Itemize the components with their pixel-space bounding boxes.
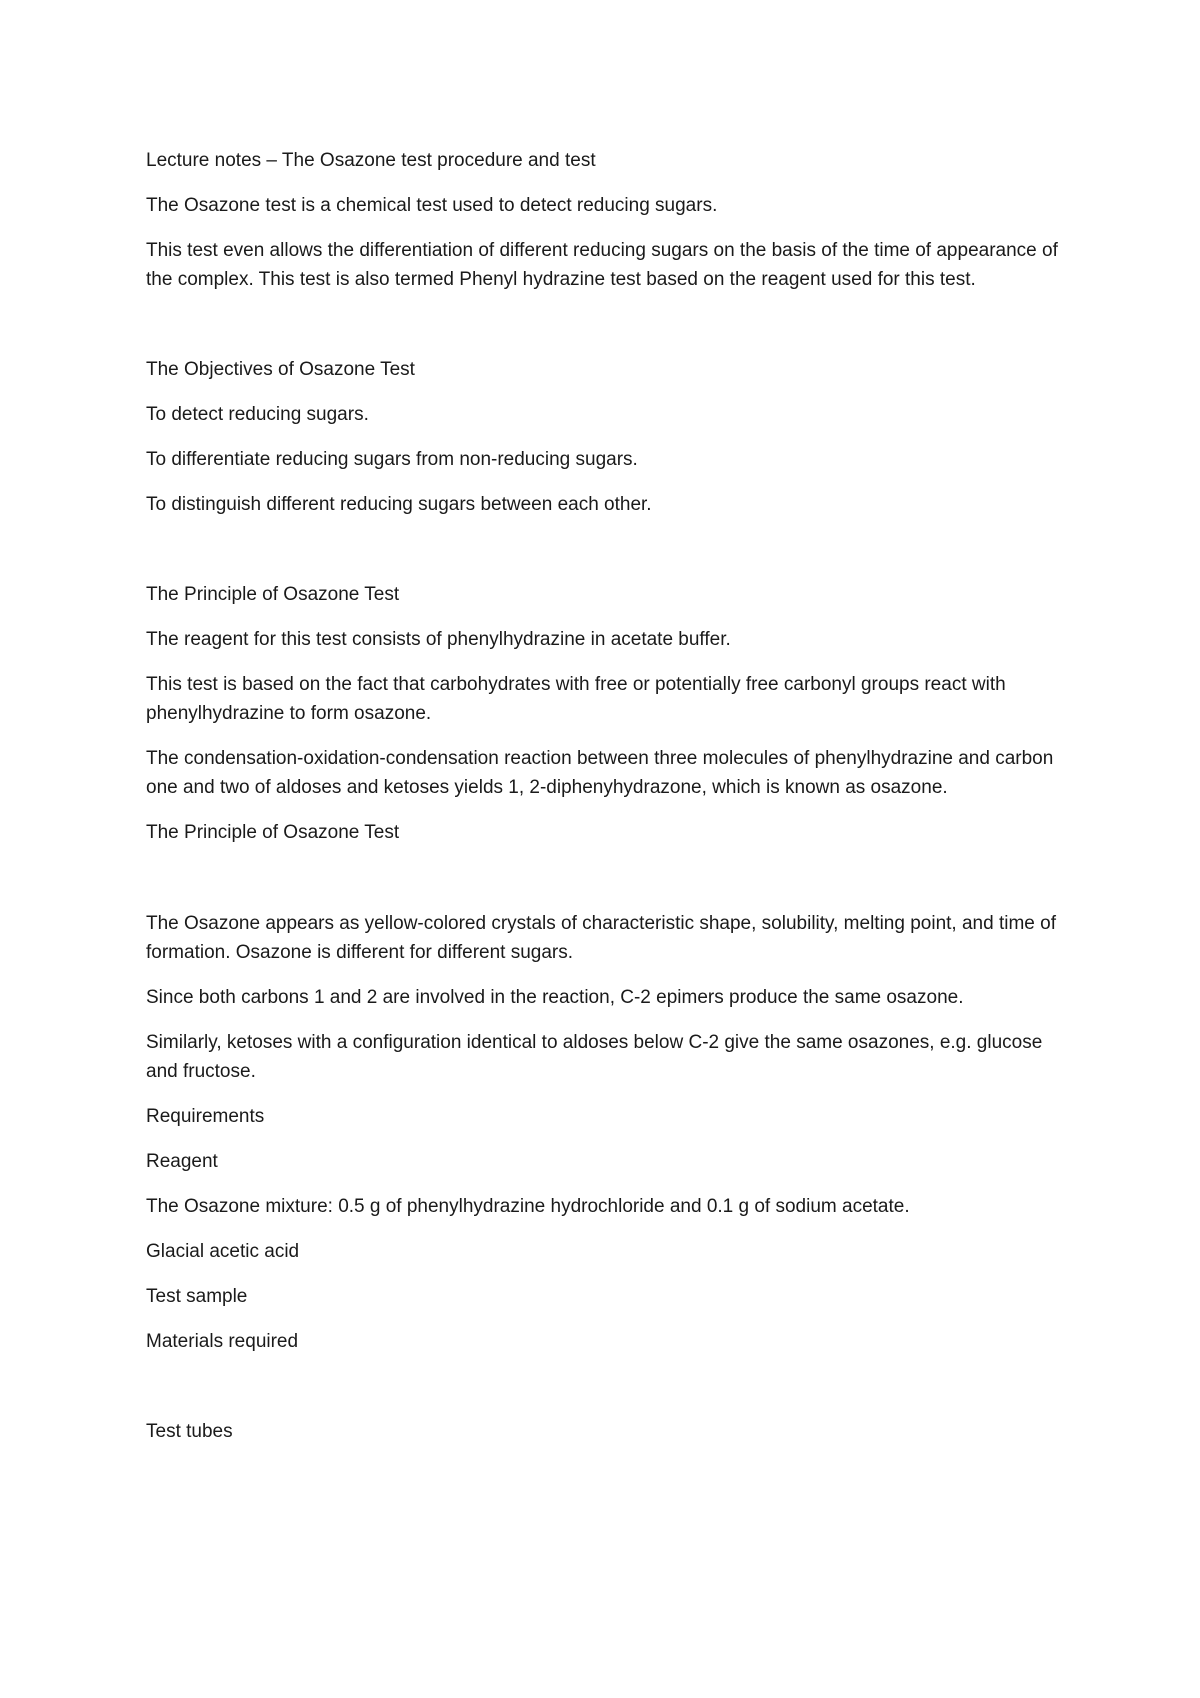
principle-heading: The Principle of Osazone Test [146, 584, 400, 605]
reagent-item-1: The Osazone mixture: 0.5 g of phenylhydrazine hydrochloride and 0.1 g of sodium acetate. [146, 1196, 910, 1217]
intro-paragraph-2: This test even allows the differentiation of different reducing sugars on the basis of the time of appearance of the complex. This test is also termed Phenyl hydrazine test based on the reagent used for this test. [146, 240, 1058, 290]
spacer [146, 1372, 1076, 1417]
materials-heading: Materials required [146, 1331, 299, 1352]
objective-item-1: To detect reducing sugars. [146, 404, 369, 425]
reagent-item-2: Glacial acetic acid [146, 1241, 300, 1262]
materials-item-1: Test tubes [146, 1421, 233, 1442]
principle-paragraph-2: This test is based on the fact that carbohydrates with free or potentially free carbonyl groups react with phenylhydrazine to form osazone. [146, 674, 1006, 724]
spacer [146, 310, 1076, 355]
objective-item-3: To distinguish different reducing sugars between each other. [146, 494, 652, 515]
document-body [146, 146, 1076, 1462]
reagent-item-3: Test sample [146, 1286, 248, 1307]
spacer [146, 863, 1076, 909]
objectives-heading: The Objectives of Osazone Test [146, 359, 415, 380]
intro-paragraph-1: The Osazone test is a chemical test used to detect reducing sugars. [146, 195, 718, 216]
reagent-heading: Reagent [146, 1151, 218, 1172]
spacer [146, 535, 1076, 580]
principle-paragraph-3: The condensation-oxidation-condensation reaction between three molecules of phenylhydrazine and carbon one and two of aldoses and ketoses yields 1, 2-diphenyhydrazone, which is known as osazone. [146, 748, 1054, 798]
principle-heading-repeat: The Principle of Osazone Test [146, 822, 400, 843]
document-title: Lecture notes – The Osazone test procedure and test [146, 150, 596, 171]
principle-paragraph-5: Since both carbons 1 and 2 are involved in the reaction, C-2 epimers produce the same osazone. [146, 987, 964, 1008]
requirements-heading: Requirements [146, 1106, 265, 1127]
objective-item-2: To differentiate reducing sugars from non-reducing sugars. [146, 449, 638, 470]
principle-paragraph-4: The Osazone appears as yellow-colored crystals of characteristic shape, solubility, melting point, and time of formation. Osazone is different for different sugars. [146, 913, 1056, 963]
principle-paragraph-1: The reagent for this test consists of phenylhydrazine in acetate buffer. [146, 629, 731, 650]
principle-paragraph-6: Similarly, ketoses with a configuration identical to aldoses below C-2 give the same osazones, e.g. glucose and fructose. [146, 1032, 1043, 1082]
